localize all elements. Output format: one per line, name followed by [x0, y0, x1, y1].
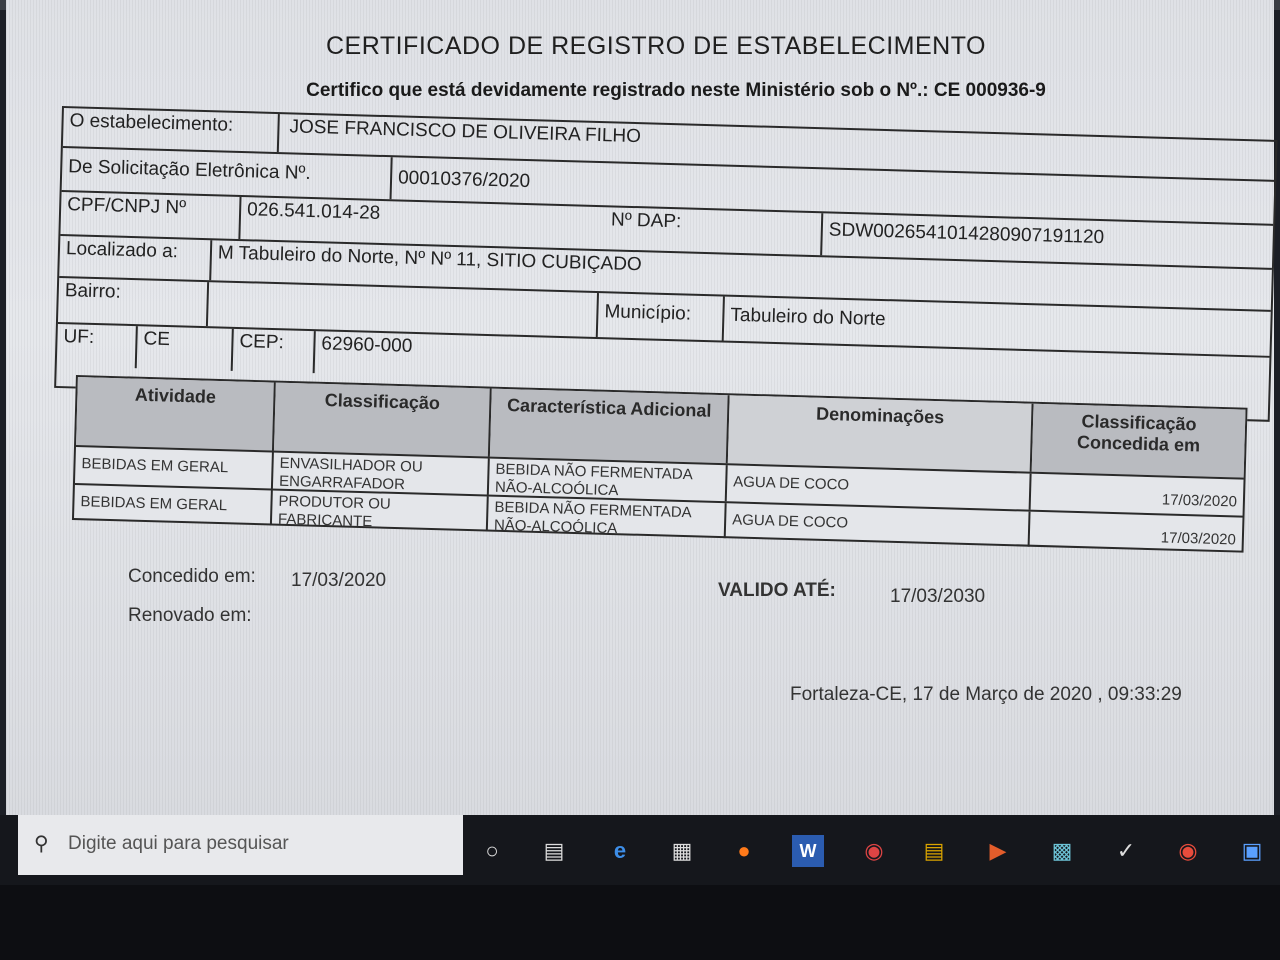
valido-label: VALIDO ATÉ:: [718, 580, 836, 601]
valido-value: 17/03/2030: [890, 586, 986, 607]
estabelecimento-value: JOSE FRANCISCO DE OLIVEIRA FILHO: [289, 116, 642, 148]
app-icon[interactable]: ◉: [864, 838, 884, 863]
tool-icon[interactable]: ✓: [1116, 838, 1136, 863]
dap-value: SDW0026541014280907191120: [828, 219, 1105, 249]
store-icon[interactable]: ▦: [671, 838, 693, 863]
solicitacao-label: De Solicitação Eletrônica Nº.: [62, 148, 393, 199]
estabelecimento-label: O estabelecimento:: [63, 108, 280, 152]
cell-denominacao: AGUA DE COCO: [727, 465, 1032, 509]
edge-icon[interactable]: e: [613, 838, 627, 863]
cell-caracteristica: BEBIDA NÃO FERMENTADA NÃO-ALCOÓLICA: [489, 459, 728, 502]
cortana-circle-icon[interactable]: ○: [485, 838, 499, 863]
search-icon: ⚲: [34, 833, 49, 855]
chrome-icon[interactable]: ◉: [1178, 838, 1198, 863]
header-denominacoes: Denominações: [728, 395, 1034, 471]
header-caracteristica: Característica Adicional: [490, 389, 730, 464]
concedido-label: Concedido em:: [128, 566, 256, 587]
taskbar: [0, 815, 1280, 885]
localizado-label: Localizado a:: [59, 236, 212, 280]
search-placeholder: Digite aqui para pesquisar: [68, 833, 289, 854]
header-atividade: Atividade: [76, 377, 276, 451]
solicitacao-value: 00010376/2020: [397, 167, 531, 193]
registration-statement: Certifico que está devidamente registrado neste Ministério sob o Nº.: CE 000936-9: [306, 80, 1046, 101]
dap-label: Nº DAP:: [610, 209, 682, 233]
cell-denominacao: AGUA DE COCO: [726, 503, 1031, 546]
cell-classificacao: ENVASILHADOR OU ENGARRAFADOR: [273, 453, 490, 495]
document-page: [6, 0, 1274, 815]
renovado-label: Renovado em:: [128, 605, 252, 626]
notepad-icon[interactable]: ▩: [1051, 838, 1073, 863]
media-icon[interactable]: ▶: [989, 838, 1007, 863]
cell-atividade: BEBIDAS EM GERAL: [74, 485, 273, 526]
uf-value: CE: [137, 326, 234, 371]
task-view-icon[interactable]: ▤: [543, 838, 565, 863]
municipio-label: Município:: [598, 293, 725, 341]
taskbar-search[interactable]: [18, 815, 463, 875]
establishment-form: [54, 106, 1277, 422]
app-window-icon[interactable]: ▣: [1241, 838, 1263, 863]
footer-place-date: Fortaleza-CE, 17 de Março de 2020 , 09:33:29: [790, 684, 1182, 705]
header-classificacao-concedida: Classificação Concedida em: [1032, 404, 1246, 478]
cell-data: 17/03/2020: [1160, 529, 1237, 549]
cell-data: 17/03/2020: [1161, 491, 1238, 511]
firefox-icon[interactable]: ●: [737, 838, 751, 863]
cell-classificacao: PRODUTOR OU FABRICANTE: [272, 491, 489, 532]
cep-value: 62960-000: [321, 333, 413, 357]
cpf-label: CPF/CNPJ Nº: [60, 192, 241, 239]
word-icon[interactable]: W: [792, 835, 824, 867]
cell-caracteristica: BEBIDA NÃO FERMENTADA NÃO-ALCOÓLICA: [488, 497, 727, 539]
cep-label: CEP:: [233, 329, 316, 373]
winrar-icon[interactable]: ▤: [923, 838, 945, 863]
page-title: CERTIFICADO DE REGISTRO DE ESTABELECIMENTO: [326, 32, 986, 60]
header-classificacao: Classificação: [274, 383, 492, 457]
bairro-label: Bairro:: [58, 278, 209, 326]
monitor-bezel: [0, 885, 1280, 960]
municipio-value: Tabuleiro do Norte: [730, 304, 886, 331]
localizado-value: M Tabuleiro do Norte, Nº Nº 11, SITIO CUBIÇADO: [217, 242, 643, 276]
cpf-value-text: 026.541.014-28: [246, 199, 381, 224]
concedido-value: 17/03/2020: [291, 570, 387, 591]
cell-atividade: BEBIDAS EM GERAL: [75, 447, 274, 489]
uf-label: UF:: [57, 324, 138, 368]
